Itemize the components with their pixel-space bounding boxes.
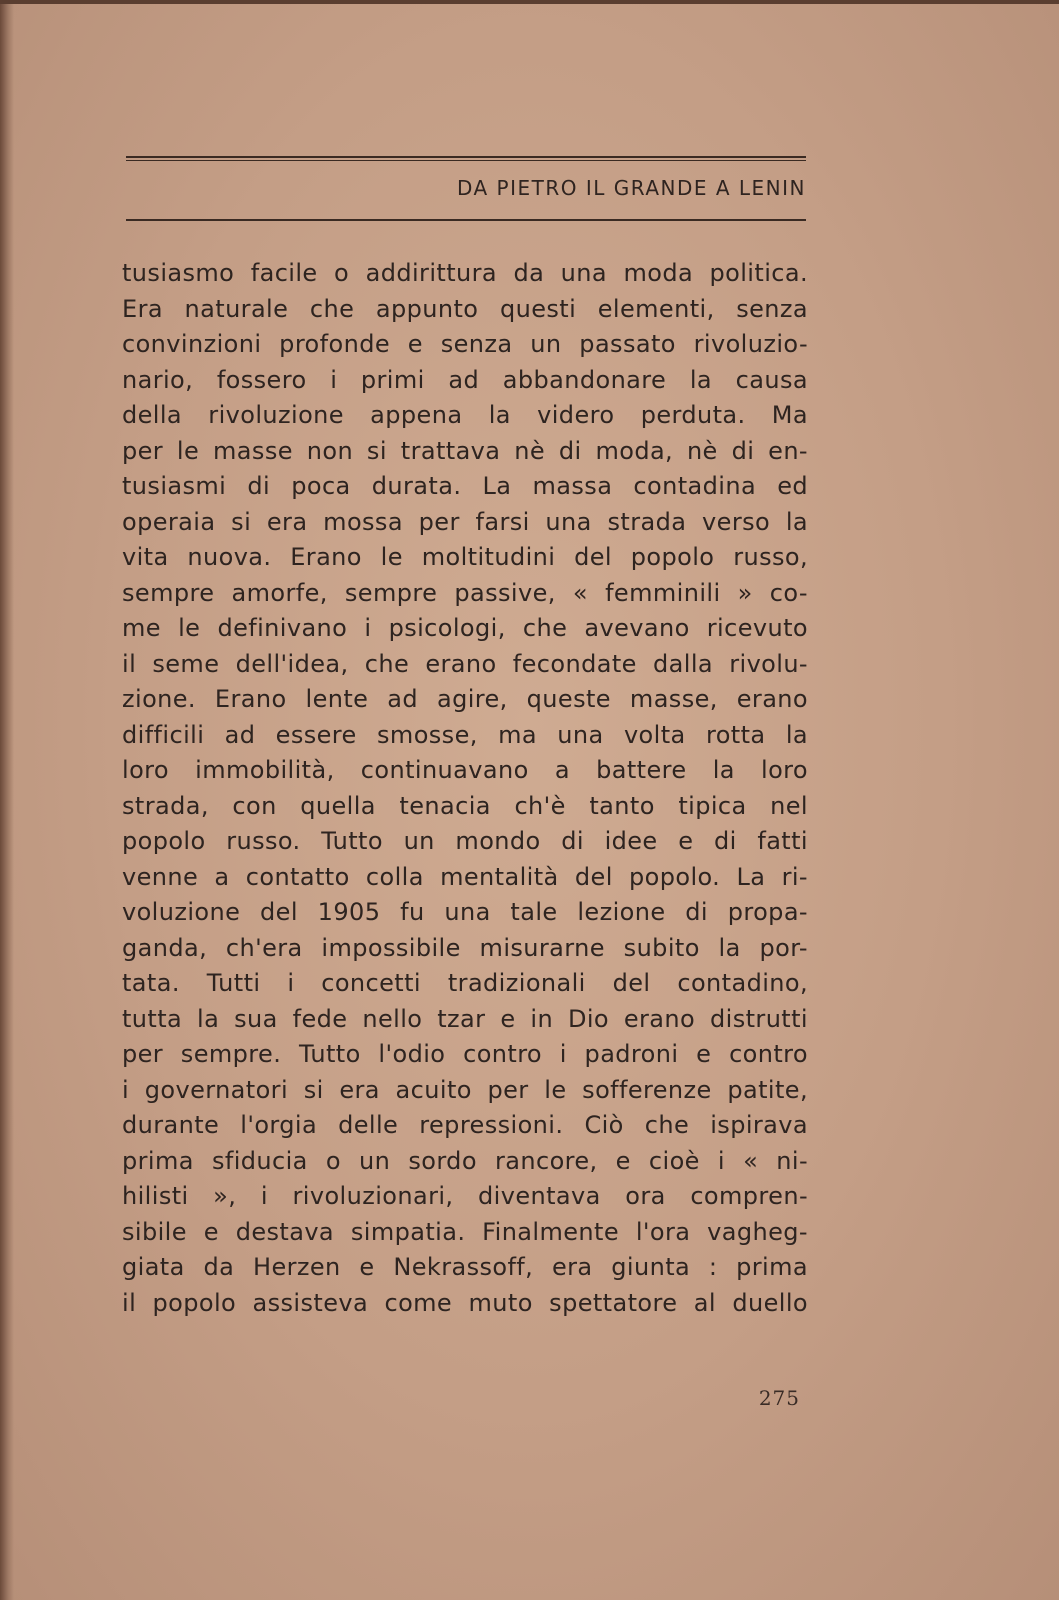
text-line: nario, fossero i primi ad abbandonare la causa	[122, 365, 808, 394]
text-line: convinzioni profonde e senza un passato rivoluzio-	[122, 330, 808, 358]
text-line: vita nuova. Erano le moltitudini del popolo russo,	[122, 543, 808, 571]
text-line: me le definivano i psicologi, che avevano ricevuto	[122, 614, 808, 642]
text-line: tutta la sua fede nello tzar e in Dio erano distrutti	[122, 1004, 808, 1033]
page-number: 275	[758, 1386, 800, 1410]
text-line: venne a contatto colla mentalità del popolo. La ri-	[122, 862, 808, 891]
text-line: tusiasmo facile o addirittura da una moda politica.	[122, 259, 808, 287]
text-line: il seme dell'idea, che erano fecondate dalla rivolu-	[122, 649, 808, 678]
header-rule-top	[126, 156, 806, 161]
text-line: della rivoluzione appena la videro perduta. Ma	[122, 401, 808, 429]
text-line: zione. Erano lente ad agire, queste masse, erano	[122, 685, 808, 713]
text-line: hilisti », i rivoluzionari, diventava ora compren-	[122, 1182, 808, 1210]
text-line: durante l'orgia delle repressioni. Ciò che ispirava	[122, 1111, 808, 1139]
text-line: operaia si era mossa per farsi una strada verso la	[122, 507, 808, 536]
text-line: prima sfiducia o un sordo rancore, e cioè i « ni-	[122, 1146, 808, 1175]
text-line: voluzione del 1905 fu una tale lezione di propa-	[122, 898, 808, 926]
text-line: per le masse non si trattava nè di moda, nè di en-	[122, 436, 808, 465]
text-line: popolo russo. Tutto un mondo di idee e di fatti	[122, 827, 808, 855]
running-head: DA PIETRO IL GRANDE A LENIN	[456, 176, 806, 200]
text-line: i governatori si era acuito per le sofferenze patite,	[122, 1075, 808, 1104]
text-line: loro immobilità, continuavano a battere la loro	[122, 756, 808, 784]
text-line: difficili ad essere smosse, ma una volta rotta la	[122, 720, 808, 749]
text-line: per sempre. Tutto l'odio contro i padroni e contro	[122, 1040, 808, 1068]
text-line: tata. Tutti i concetti tradizionali del contadino,	[122, 969, 808, 997]
text-line: sibile e destava simpatia. Finalmente l'ora vagheg-	[122, 1217, 808, 1246]
text-line: tusiasmi di poca durata. La massa contadina ed	[122, 472, 808, 500]
body-text	[122, 256, 808, 1321]
text-line: Era naturale che appunto questi elementi, senza	[122, 294, 808, 323]
header-rule-bottom	[126, 219, 806, 221]
text-line: ganda, ch'era impossibile misurarne subito la por-	[122, 933, 808, 962]
text-line: strada, con quella tenacia ch'è tanto tipica nel	[122, 791, 808, 820]
text-line: il popolo assisteva come muto spettatore al duello	[122, 1288, 808, 1317]
text-line: sempre amorfe, sempre passive, « femminili » co-	[122, 578, 808, 607]
text-line: giata da Herzen e Nekrassoff, era giunta : prima	[122, 1253, 808, 1281]
